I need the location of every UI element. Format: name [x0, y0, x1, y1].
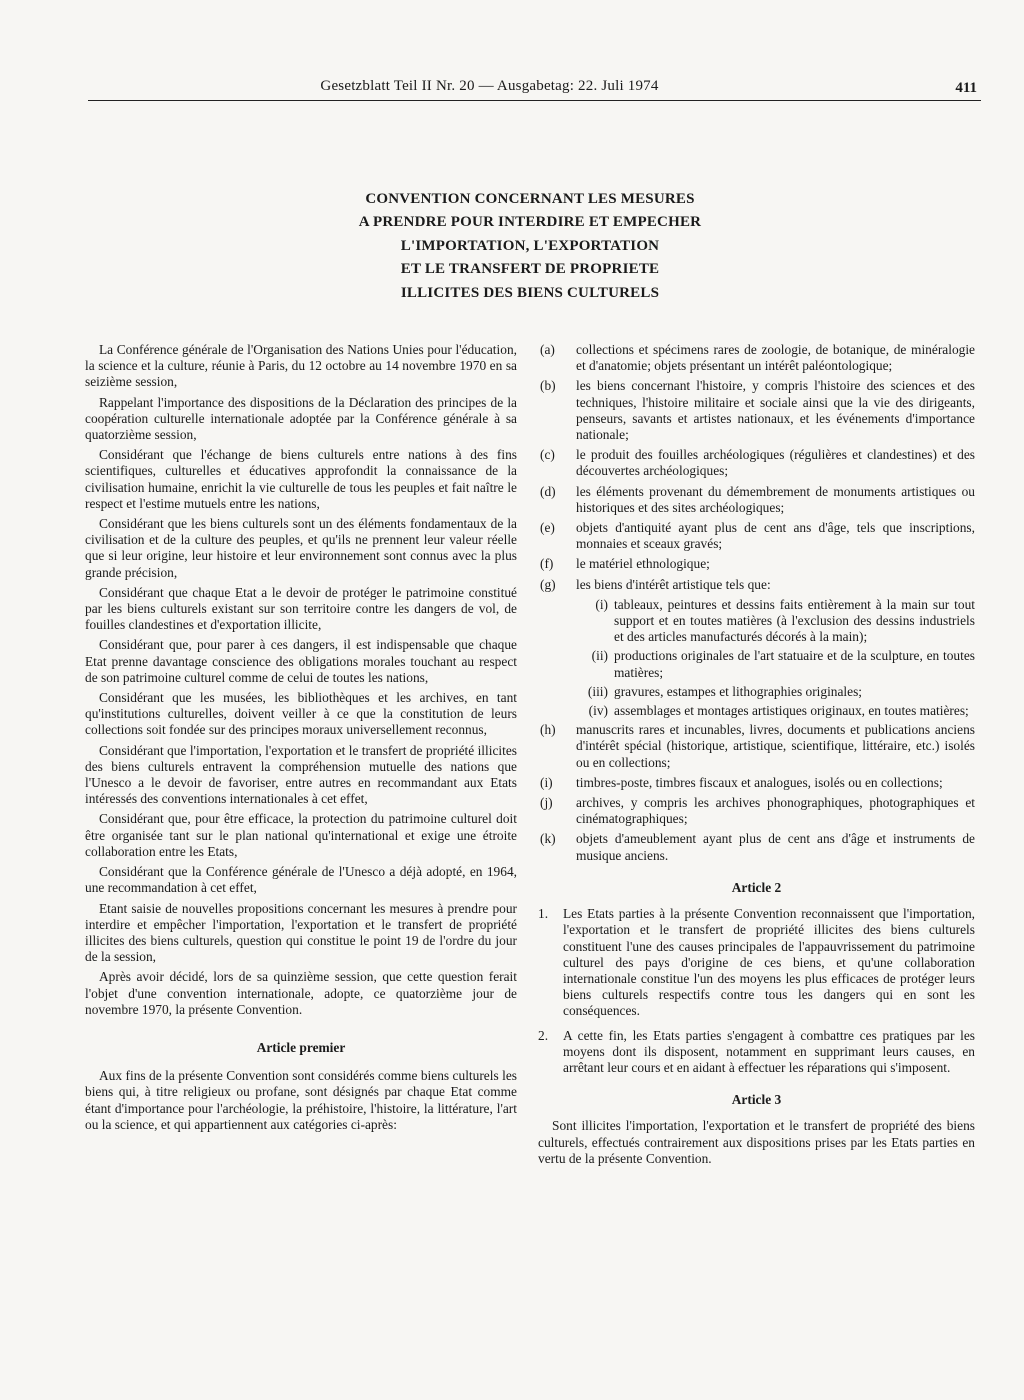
- category-item: [538, 722, 975, 771]
- category-item: [538, 556, 975, 572]
- subitem-text: tableaux, peintures et dessins faits entièrement à la main sur tout support et en toutes matières (à l'exclusion des dessins industriels et des articles manufacturés décorés à la main);: [614, 596, 975, 645]
- item-label: (f): [540, 556, 554, 572]
- item-text: timbres-poste, timbres fiscaux et analogues, isolés ou en collections;: [576, 774, 943, 790]
- category-item: [538, 342, 975, 374]
- item-text: les éléments provenant du démembrement de monuments artistiques ou historiques et des sites archéologiques;: [576, 483, 975, 515]
- clause-number: 2.: [538, 1027, 549, 1043]
- clause-number: 1.: [538, 906, 549, 922]
- title-line: ILLICITES DES BIENS CULTURELS: [400, 284, 660, 301]
- item-text: objets d'antiquité ayant plus de cent ans d'âge, tels que inscriptions, monnaies et sceaux gravés;: [576, 520, 975, 552]
- item-text: archives, y compris les archives phonographiques, photographiques et cinématographiques;: [576, 795, 975, 827]
- preamble-paragraph: Considérant que la Conférence générale de l'Unesco a déjà adopté, en 1964, une recommandation à cet effet,: [85, 864, 517, 896]
- item-label: (b): [540, 378, 556, 394]
- preamble-paragraph: Etant saisie de nouvelles propositions concernant les mesures à prendre pour interdire et empêcher l'importation, l'exportation et le transfert de propriété illicites des biens culturels, question qui constitue le point 19 de l'ordre du jour de la session,: [85, 900, 517, 965]
- subitem-text: productions originales de l'art statuaire et de la sculpture, en toutes matières;: [614, 648, 975, 680]
- category-item: [538, 831, 975, 863]
- subitem-text: assemblages et montages artistiques originaux, en toutes matières;: [614, 703, 969, 719]
- item-label: (c): [540, 447, 555, 463]
- subitem-label: (ii): [591, 648, 608, 664]
- category-item: [538, 447, 975, 479]
- item-label: (g): [540, 576, 556, 592]
- right-column: [538, 342, 975, 1171]
- item-label: (h): [540, 722, 556, 738]
- numbered-clause: [538, 906, 975, 1019]
- subcategory-item: [538, 597, 975, 646]
- category-item: [538, 484, 975, 516]
- subitem-text: gravures, estampes et lithographies originales;: [614, 683, 863, 699]
- item-label: (a): [540, 342, 555, 357]
- item-label: (e): [540, 520, 555, 536]
- article-3-heading: Article 3: [731, 1092, 782, 1108]
- item-label: (k): [540, 831, 556, 847]
- preamble-paragraph: Considérant que, pour parer à ces dangers, il est indispensable que chaque Etat prenne davantage conscience des obligations morales touchant au respect de son patrimoine culturel comme de celui de toutes les nations,: [85, 637, 517, 685]
- item-text: les biens concernant l'histoire, y compris l'histoire des sciences et des techniques, l'histoire militaire et sociale ainsi que la vie des dirigeants, penseurs, savants et artistes nationaux, et les événements d'importance nationale;: [576, 378, 975, 443]
- category-item: [538, 520, 975, 552]
- preamble-paragraph: La Conférence générale de l'Organisation des Nations Unies pour l'éducation, la science et la culture, réunie à Paris, du 12 octobre au 14 novembre 1970 en sa seizième session,: [85, 342, 517, 390]
- title-line: L'IMPORTATION, L'EXPORTATION: [400, 237, 660, 254]
- subcategory-item: [538, 703, 975, 719]
- preamble-paragraph: Considérant que l'importation, l'exportation et le transfert de propriété illicites des biens culturels entravent la compréhension mutuelle des nations que l'Unesco a le devoir de favoriser, entre autres en recommandant aux Etats intéressés des conventions internationales à cet effet,: [85, 742, 517, 807]
- article-3-text: Sont illicites l'importation, l'exportation et le transfert de propriété des biens culturels, effectués contrairement aux dispositions prises par les Etats parties en vertu de la présente Convention.: [538, 1118, 975, 1166]
- left-column: [85, 342, 517, 1137]
- title-line: A PRENDRE POUR INTERDIRE ET EMPECHER: [358, 214, 702, 231]
- numbered-clause: [538, 1028, 975, 1077]
- item-text: le produit des fouilles archéologiques (régulières et clandestines) et des découvertes archéologiques;: [576, 447, 975, 479]
- preamble-paragraph: Considérant que chaque Etat a le devoir de protéger le patrimoine constitué par les biens culturels existant sur son territoire contre les dangers de vol, de fouilles clandestines et d'exportation illicite,: [85, 584, 517, 633]
- subitem-label: (iii): [587, 683, 608, 699]
- preamble-paragraph: Considérant que les biens culturels sont un des éléments fondamentaux de la civilisation et de la culture des peuples, et qu'ils ne prennent leur valeur réelle que si leur origine, leur histoire et leur environnement sont connus avec la plus grande précision,: [85, 516, 517, 580]
- category-item: [538, 795, 975, 827]
- article-2-heading: Article 2: [731, 879, 782, 895]
- category-item: [538, 577, 975, 593]
- item-label: (d): [540, 483, 556, 499]
- item-text: le matériel ethnologique;: [576, 556, 710, 572]
- item-text: les biens d'intérêt artistique tels que:: [576, 576, 771, 592]
- preamble-paragraph: Considérant que, pour être efficace, la protection du patrimoine culturel doit être organisée tant sur le plan national qu'international et exige une étroite collaboration entre les Etats,: [85, 811, 517, 859]
- subitem-label: (iv): [588, 703, 608, 719]
- item-text: manuscrits rares et incunables, livres, documents et publications anciens d'intérêt spécial (historique, artistique, scientifique, littéraire, etc.) isolés ou en collections;: [576, 722, 975, 770]
- preamble-paragraph: Considérant que les musées, les bibliothèques et les archives, en tant qu'institutions culturelles, doivent veiller à ce que la constitution de leurs collections soit fondée sur des principes moraux universellement reconnus,: [85, 690, 517, 738]
- page-header: [88, 78, 981, 101]
- clause-text: Les Etats parties à la présente Convention reconnaissent que l'importation, l'exportation et le transfert de propriété illicites des biens culturels constituent l'une des causes principales de l'appauvrissement du patrimoine culturel des pays d'origine de ces biens, et qu'une collaboration internationale constitue l'un des moyens les plus efficaces de protéger leurs biens culturels respectifs contre tous les dangers qui en sont les conséquences.: [563, 906, 975, 1019]
- title-line: CONVENTION CONCERNANT LES MESURES: [365, 191, 695, 207]
- item-label: (j): [540, 795, 553, 811]
- preamble-paragraph: Considérant que l'échange de biens culturels entre nations à des fins scientifiques, culturelles et éducatives approfondit la connaissance de la civilisation humaine, enrichit la vie culturelle de tous les peuples et fait naître le respect et l'estime mutuels entre les nations,: [85, 447, 517, 511]
- subcategory-item: [538, 648, 975, 680]
- page-number: 411: [955, 80, 977, 96]
- article-1-heading: Article premier: [256, 1039, 346, 1055]
- item-label: (i): [540, 774, 553, 790]
- preamble-paragraph: Rappelant l'importance des dispositions de la Déclaration des principes de la coopération culturelle internationale adoptée par la Conférence générale à sa quatorzième session,: [85, 394, 517, 443]
- clause-text: A cette fin, les Etats parties s'engagent à combattre ces pratiques par les moyens dont ils disposent, notamment en supprimant leurs causes, en arrêtant leur cours et en aidant à effectuer les réparations qui s'imposent.: [563, 1027, 975, 1075]
- article-1-intro: Aux fins de la présente Convention sont considérés comme biens culturels les biens qui, à titre religieux ou profane, sont désignés par chaque Etat comme étant d'importance pour l'archéologie, la préhistoire, l'histoire, la littérature, l'art ou la science, et qui appartiennent aux catégories ci-après:: [85, 1068, 517, 1132]
- running-title: Gesetzblatt Teil II Nr. 20 — Ausgabetag: 22. Juli 1974: [320, 78, 659, 94]
- title-line: ET LE TRANSFERT DE PROPRIETE: [400, 261, 660, 278]
- subcategory-item: [538, 684, 975, 700]
- preamble-paragraph: Après avoir décidé, lors de sa quinzième session, que cette question ferait l'objet d'une convention internationale, adopte, ce quatorzième jour de novembre 1970, la présente Convention.: [85, 969, 517, 1017]
- item-text: objets d'ameublement ayant plus de cent ans d'âge et instruments de musique anciens.: [576, 831, 975, 863]
- category-item: [538, 775, 975, 791]
- document-title: [270, 188, 790, 305]
- subitem-label: (i): [595, 596, 608, 612]
- item-text: collections et spécimens rares de zoologie, de botanique, de minéralogie et d'anatomie; objets présentant un intérêt paléontologique;: [576, 342, 975, 374]
- category-item: [538, 378, 975, 443]
